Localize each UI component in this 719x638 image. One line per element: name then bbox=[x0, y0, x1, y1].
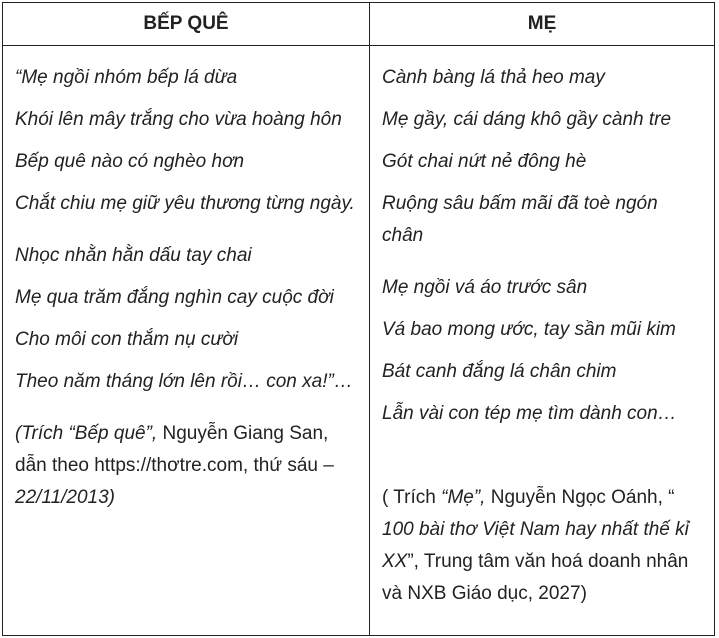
column-header-me: MẸ bbox=[370, 3, 714, 46]
citation-open: (Trích bbox=[15, 423, 69, 444]
column-header-bep-que: BẾP QUÊ bbox=[3, 3, 369, 46]
poem-column-me bbox=[370, 3, 714, 635]
poem-line: Bát canh đắng lá chân chim bbox=[382, 361, 617, 382]
poem-line: Ruộng sâu bấm mãi đã toè ngón chân bbox=[382, 193, 658, 246]
citation-me bbox=[382, 482, 702, 610]
poem-line: Nhọc nhằn hằn dấu tay chai bbox=[15, 245, 252, 266]
citation-bep-que bbox=[15, 418, 357, 514]
citation-source: Nguyễn Giang San, dẫn theo https://thơtre.com, thứ sáu bbox=[15, 423, 329, 476]
citation-work-title: “Mẹ”, bbox=[441, 487, 486, 508]
citation-book-title: 100 bài thơ Việt Nam hay nhất thế kỉ XX bbox=[382, 519, 689, 572]
citation-publisher: ”, Trung tâm văn hoá doanh nhân và NXB Giáo dục, 2027) bbox=[382, 551, 689, 604]
citation-author: Nguyễn Ngọc Oánh, “ bbox=[485, 487, 675, 508]
citation-work-title: “Bếp quê”, bbox=[68, 423, 158, 444]
poem-line: “Mẹ ngồi nhóm bếp lá dừa bbox=[15, 67, 238, 88]
poem-line: Chắt chiu mẹ giữ yêu thương từng ngày. bbox=[15, 193, 355, 214]
poem-line: Khói lên mây trắng cho vừa hoàng hôn bbox=[15, 109, 342, 130]
poem-body-bep-que bbox=[3, 46, 369, 514]
poem-line: Gót chai nứt nẻ đông hè bbox=[382, 151, 587, 172]
poem-line: Vá bao mong ước, tay sần mũi kim bbox=[382, 319, 676, 340]
poem-column-bep-que bbox=[3, 3, 370, 635]
poem-line: Mẹ gầy, cái dáng khô gầy cành tre bbox=[382, 109, 672, 130]
citation-date: – 22/11/2013) bbox=[15, 455, 334, 508]
poem-line: Bếp quê nào có nghèo hơn bbox=[15, 151, 245, 172]
poem-comparison-table bbox=[2, 2, 715, 636]
citation-open: ( Trích bbox=[382, 487, 442, 508]
poem-line: Cành bàng lá thả heo may bbox=[382, 67, 605, 88]
poem-line: Mẹ ngồi vá áo trước sân bbox=[382, 277, 588, 298]
poem-line: Lẫn vài con tép mẹ tìm dành con… bbox=[382, 403, 677, 424]
poem-line: Theo năm tháng lớn lên rồi… con xa!”… bbox=[15, 371, 353, 392]
poem-line: Cho môi con thắm nụ cười bbox=[15, 329, 239, 350]
poem-body-me bbox=[370, 46, 714, 610]
poem-line: Mẹ qua trăm đắng nghìn cay cuộc đời bbox=[15, 287, 334, 308]
